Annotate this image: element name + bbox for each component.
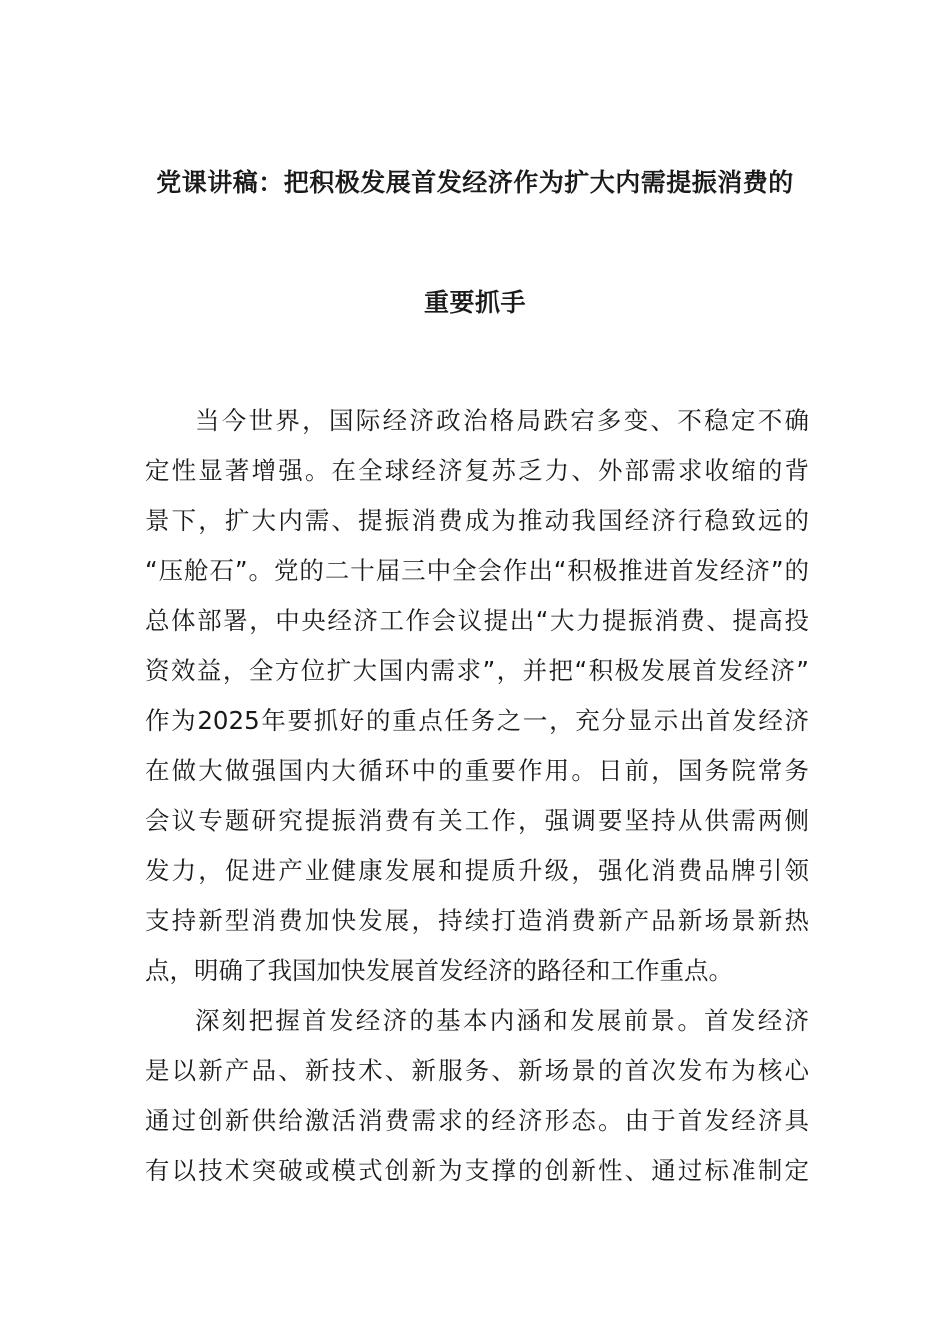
paragraph-line: 是以新产品、新技术、新服务、新场景的首次发布为核心	[145, 1056, 809, 1085]
paragraph-line: 定性显著增强。在全球经济复苏乏力、外部需求收缩的背	[145, 456, 809, 485]
paragraph-line: 发力，促进产业健康发展和提质升级，强化消费品牌引领	[145, 856, 809, 885]
paragraph-line: 资效益，全方位扩大国内需求”，并把“积极发展首发经济”	[145, 656, 809, 685]
paragraph-line: 总体部署，中央经济工作会议提出“大力提振消费、提高投	[145, 606, 809, 635]
paragraph-line: 有以技术突破或模式创新为支撑的创新性、通过标准制定	[145, 1156, 809, 1185]
document-title-line-1: 党课讲稿：把积极发展首发经济作为扩大内需提振消费的	[156, 168, 794, 197]
paragraph-line: 景下，扩大内需、提振消费成为推动我国经济行稳致远的	[145, 506, 809, 535]
paragraph-line: 支持新型消费加快发展，持续打造消费新产品新场景新热	[145, 906, 809, 935]
paragraph-line: 在做大做强国内大循环中的重要作用。日前，国务院常务	[145, 756, 809, 785]
paragraph-line: 点，明确了我国加快发展首发经济的路径和工作重点。	[145, 956, 733, 985]
paragraph-line: 通过创新供给激活消费需求的经济形态。由于首发经济具	[145, 1106, 809, 1135]
paragraph-line: 作为2025年要抓好的重点任务之一，充分显示出首发经济	[145, 706, 809, 735]
paragraph-line: “压舱石”。党的二十届三中全会作出“积极推进首发经济”的	[145, 556, 809, 585]
paragraph-line: 会议专题研究提振消费有关工作，强调要坚持从供需两侧	[145, 806, 809, 835]
paragraph-line: 深刻把握首发经济的基本内涵和发展前景。首发经济	[195, 1006, 809, 1035]
document-title-line-2: 重要抓手	[423, 288, 526, 317]
paragraph-line: 当今世界，国际经济政治格局跌宕多变、不稳定不确	[195, 406, 809, 435]
